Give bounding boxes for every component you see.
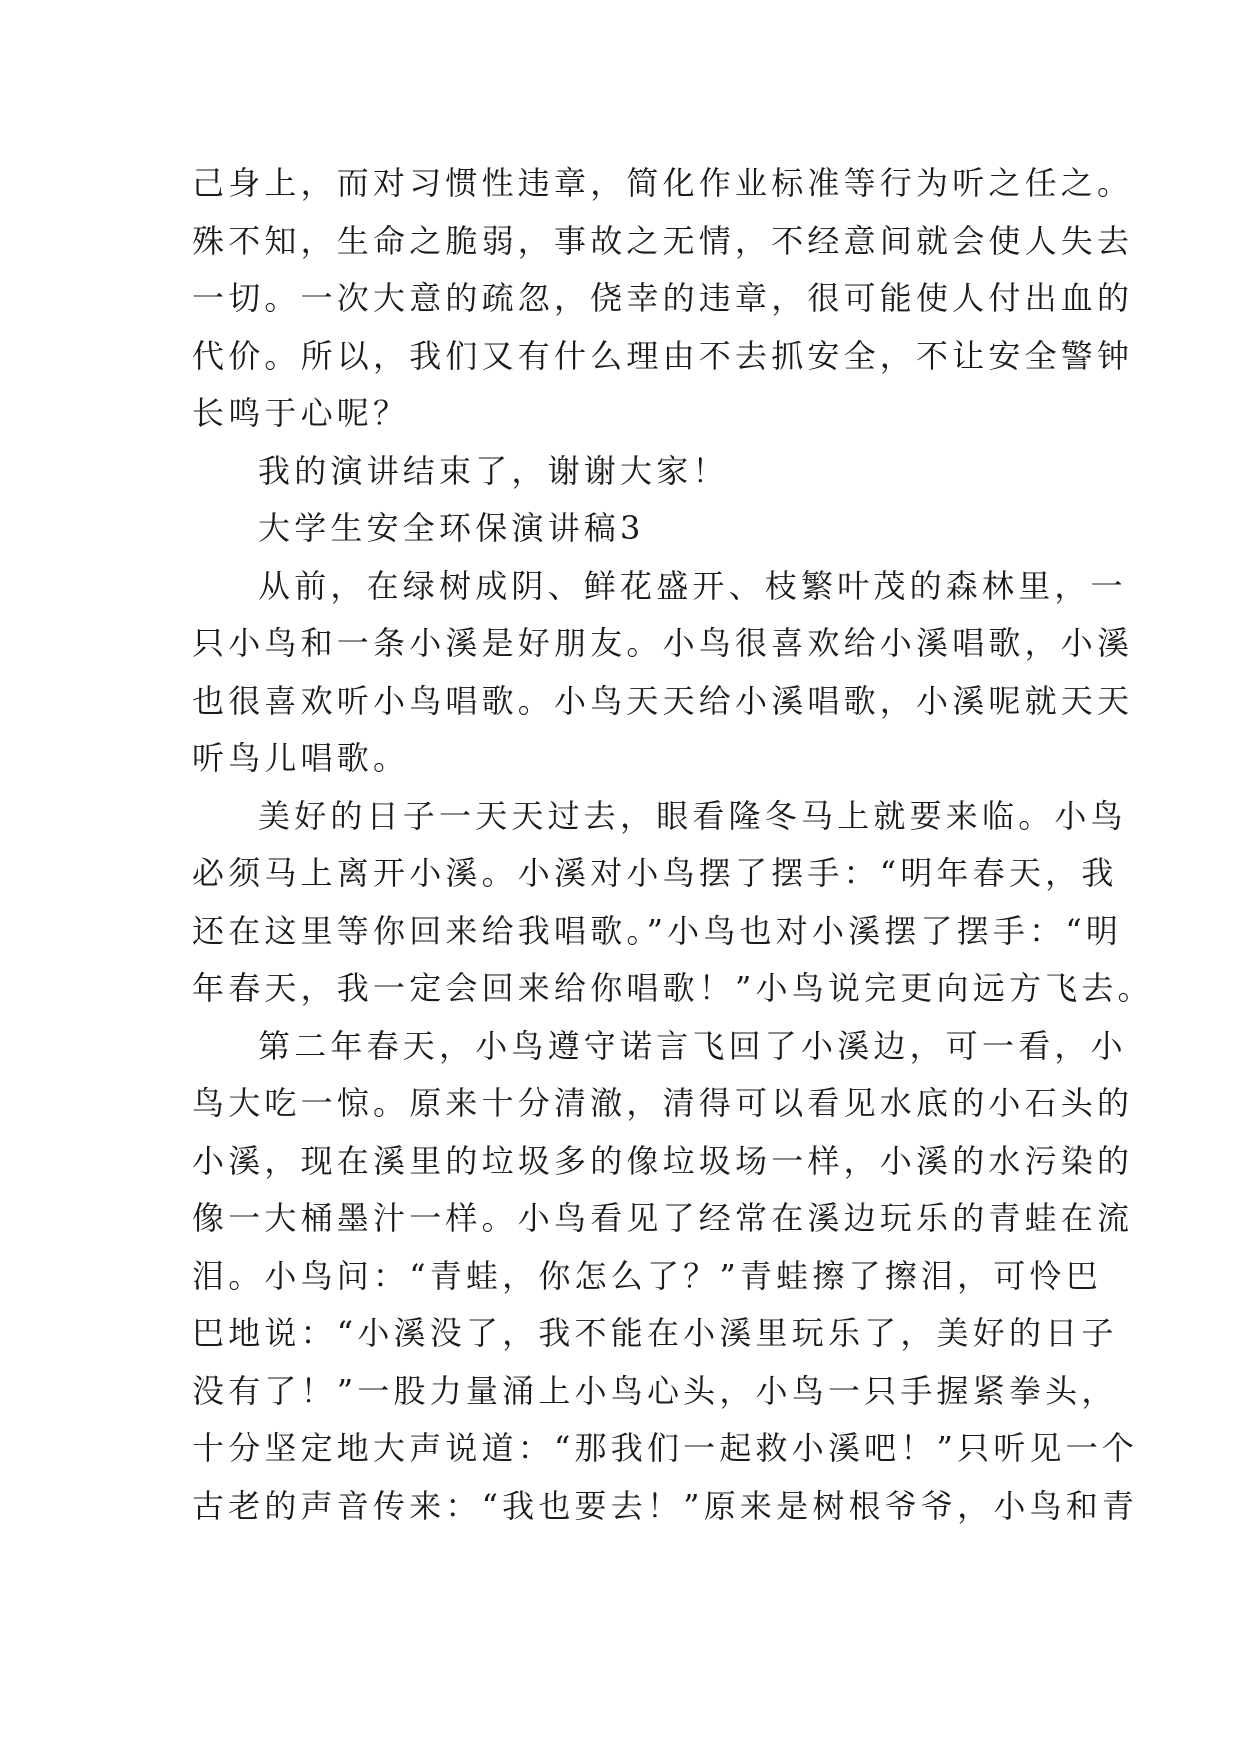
- text-line-22: 没有了！”一股力量涌上小鸟心头，小鸟一只手握紧拳头，: [192, 1371, 1118, 1410]
- text-line-17: 鸟大吃一惊。原来十分清澈，清得可以看见水底的小石头的: [192, 1084, 1134, 1122]
- section-title: 大学生安全环保演讲稿3: [258, 509, 645, 547]
- text-line-15: 年春天，我一定会回来给你唱歌！”小鸟说完更向远方飞去。: [192, 969, 1154, 1007]
- text-line-8: 从前，在绿树成阴、鲜花盛开、枝繁叶茂的森林里，一: [258, 566, 1127, 605]
- document-body: [192, 155, 1154, 1535]
- text-line-24: 古老的声音传来：“我也要去！”原来是树根爷爷，小鸟和青: [192, 1486, 1139, 1525]
- text-line-19: 像一大桶墨汁一样。小鸟看见了经常在溪边玩乐的青蛙在流: [192, 1199, 1134, 1237]
- text-line-5: 长鸣于心呢？: [192, 394, 410, 432]
- text-line-11: 听鸟儿唱歌。: [192, 739, 410, 777]
- text-line-21: 巴地说：“小溪没了，我不能在小溪里玩乐了，美好的日子: [192, 1314, 1118, 1352]
- text-line-18: 小溪，现在溪里的垃圾多的像垃圾场一样，小溪的水污染的: [192, 1141, 1134, 1180]
- closing-remark: 我的演讲结束了，谢谢大家！: [258, 451, 729, 490]
- text-line-20: 泪。小鸟问：“青蛙，你怎么了？”青蛙擦了擦泪，可怜巴: [192, 1256, 1102, 1295]
- text-line-23: 十分坚定地大声说道：“那我们一起救小溪吧！”只听见一个: [192, 1429, 1139, 1467]
- text-line-16: 第二年春天，小鸟遵守诺言飞回了小溪边，可一看，小: [258, 1026, 1127, 1065]
- text-line-4: 代价。所以，我们又有什么理由不去抓安全，不让安全警钟: [192, 336, 1134, 375]
- text-line-9: 只小鸟和一条小溪是好朋友。小鸟很喜欢给小溪唱歌，小溪: [192, 624, 1134, 662]
- text-line-10: 也很喜欢听小鸟唱歌。小鸟天天给小溪唱歌，小溪呢就天天: [192, 681, 1134, 720]
- text-line-12: 美好的日子一天天过去，眼看隆冬马上就要来临。小鸟: [258, 796, 1127, 835]
- text-line-13: 必须马上离开小溪。小溪对小鸟摆了摆手：“明年春天，我: [192, 854, 1118, 892]
- text-line-14: 还在这里等你回来给我唱歌。”小鸟也对小溪摆了摆手：“明: [192, 911, 1123, 950]
- text-line-1: 己身上，而对习惯性违章，简化作业标准等行为听之任之。: [192, 164, 1134, 202]
- text-line-2: 殊不知，生命之脆弱，事故之无情，不经意间就会使人失去: [192, 221, 1134, 260]
- text-line-3: 一切。一次大意的疏忽，侥幸的违章，很可能使人付出血的: [192, 279, 1134, 317]
